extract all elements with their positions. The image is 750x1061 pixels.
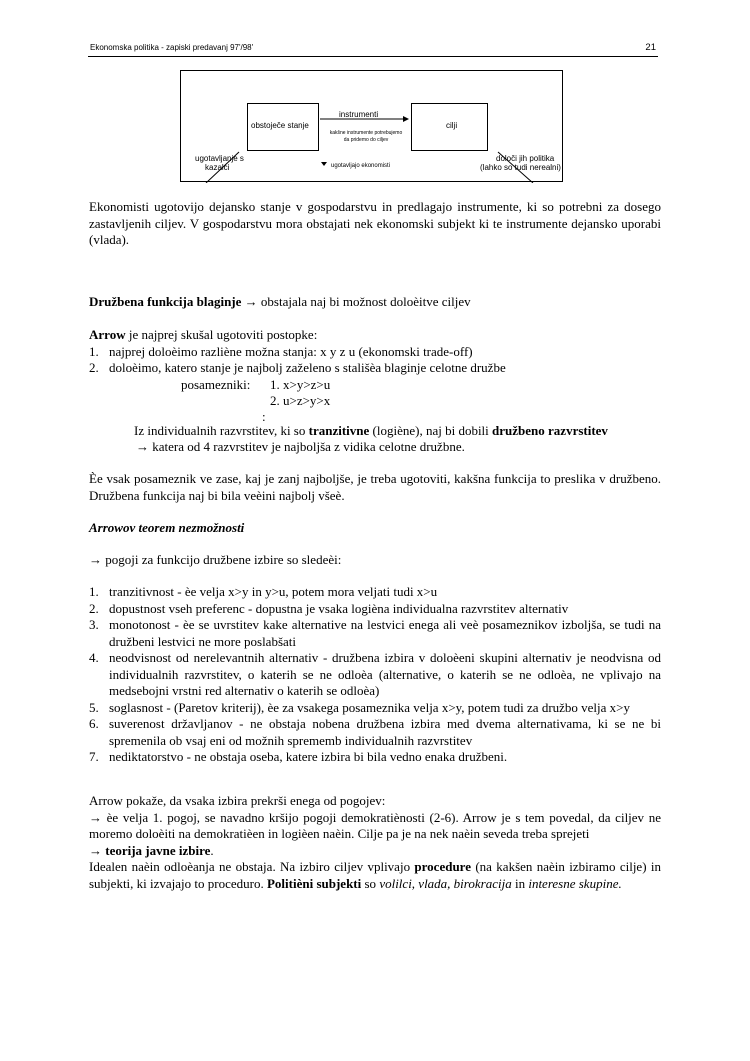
indicators-label-1: ugotavljanje s (195, 154, 244, 163)
ranking-note: Iz individualnih razvrstitev, ki so tranzitivne (logiène), naj bi dobili družbeno razvrstitev → katera od 4 razvrstitev je najboljša z vidika celotne družbne. (134, 422, 608, 454)
list-item: 1. najprej doloèimo razliène možna stanja: x y z u (ekonomski trade-off) (89, 343, 473, 359)
right-arrow-icon: → (136, 439, 149, 454)
economists-label: ugotavljajo ekonomisti (331, 163, 391, 169)
conditions-intro: → pogoji za funkcijo družbene izbire so sledeèi: (89, 552, 342, 567)
welfare-title: Družbena funkcija blaginje (89, 294, 242, 309)
politics-label-1: določi jih politika (496, 154, 555, 163)
goals-label: cilji (446, 121, 458, 130)
ranking-ellipsis: : (262, 408, 266, 424)
theorem-title: Arrowov teorem nezmožnosti (89, 520, 245, 535)
conclusion-section (89, 793, 661, 892)
list-item: 3. monotonost - èe se uvrstitev kake alternative na lestvici enega ali veè posameznikov izboljša, se tudi na družbeni lestvici ne more poslabšati (89, 617, 661, 649)
list-item: 5. soglasnost - (Paretov kriterij), èe za vsakega posameznika velja x>y, potem tudi za družbo velja x>y (89, 699, 631, 715)
procedure-paragraph: Idealen naèin odloèanja ne obstaja. Na izbiro ciljev vplivajo procedure (na kakšen naèin izbiramo cilje) in subjekti, ki izvajajo to proceduro. Politièni subjekti so volilci, vlada, birokracija in interesne skupine. (89, 859, 661, 891)
economists-marker-icon (321, 162, 327, 166)
page-number: 21 (645, 42, 656, 53)
instruments-label: instrumenti (339, 110, 379, 119)
individuals-label: posamezniki: (181, 376, 251, 392)
list-item: 2. doloèimo, katero stanje je najbolj zaželeno s stališèa blaginje celotne družbe (89, 360, 506, 375)
list-item: 4. neodvisnost od nerelevantnih alternativ - družbena izbira v doloèeni skupini alternativ je neodvisna od individualnih razvrstitev, o katerih se ne odloèa (alternative, o katerih se ne odloèa, ne vplivajo na medsebojni vrstni red alternativ o katerih se odloèa) (89, 650, 661, 698)
arrow-section (89, 327, 661, 456)
list-item: 1. tranzitivnost - èe velja x>y in y>u, potem mora veljati tudi x>u (89, 584, 438, 599)
indicators-label-2: kazalci (205, 163, 230, 172)
welfare-heading (89, 294, 661, 311)
right-arrow-icon: → (89, 809, 102, 825)
arrow-name: Arrow (89, 327, 126, 342)
diagram (180, 70, 563, 182)
header-title: Ekonomska politika - zapiski predavanj 97'/98' (90, 43, 254, 52)
ranking-1: 1. x>y>z>u (270, 376, 331, 392)
conclusion-line-1: Arrow pokaže, da vsaka izbira prekrši enega od pogojev: (89, 793, 386, 808)
right-arrow-icon: → (89, 552, 102, 567)
page-header (88, 36, 658, 57)
conditions-list (89, 584, 661, 766)
right-arrow-icon: → (89, 842, 102, 858)
arrow-intro-rest: je najprej skušal ugotoviti postopke: (125, 327, 318, 342)
instruments-sublabel-1: kakšne instrumente potrebujemo (329, 130, 403, 136)
right-arrow-icon: → (244, 294, 258, 309)
social-function-paragraph: Èe vsak posameznik ve zase, kaj je zanj najboljše, je treba ugotoviti, kakšna funkcija to preslika v družbeno. Družbena funkcija naj bi bila veèini najbolj všeè. (89, 471, 661, 503)
list-item: 2. dopustnost vseh preferenc - dopustna je vsaka logièna individualna razvrstitev alternativ (89, 600, 569, 616)
list-item: 7. nediktatorstvo - ne obstaja oseba, katere izbira bi bila vedno enaka družbeni. (89, 749, 508, 764)
conclusion-paragraph: → èe velja 1. pogoj, se navadno kršijo pogoji demokratiènosti (2-6). Arrow je s tem povedal, da ciljev ne moremo doloèiti na demokratièen in logièen naèin. Cilje pa je na nek naèin seveda treba sprejeti → teorija javne izbire. (89, 809, 661, 858)
ranking-2: 2. u>z>y>x (270, 392, 331, 408)
rankings-block (89, 377, 661, 427)
politics-label-2: (lahko so tudi nerealni) (480, 163, 561, 172)
arrow-steps-list (89, 344, 661, 377)
instruments-sublabel-2: da pridemo do ciljev (343, 137, 389, 143)
list-item: 6. suverenost državljanov - ne obstaja nobena družbena izbira med dvema alternativama, ki se ne bi spremenila ob vsaj eni od možnih sprememb individualnih razvrstitev (89, 716, 661, 748)
current-state-label: obstoječe stanje (251, 121, 309, 130)
intro-paragraph: Ekonomisti ugotovijo dejansko stanje v gospodarstvu in predlagajo instrumente, ki so potrebni za dosego zastavljenih ciljev. V gospodarstvu mora obstajati nek ekonomski subjekt ki te instrumente dejansko uporabi (vlada). (89, 199, 661, 247)
conditions-section (89, 584, 661, 766)
arrow-intro (89, 327, 661, 344)
welfare-rest: obstajala naj bi možnost doloèitve ciljev (257, 294, 471, 309)
